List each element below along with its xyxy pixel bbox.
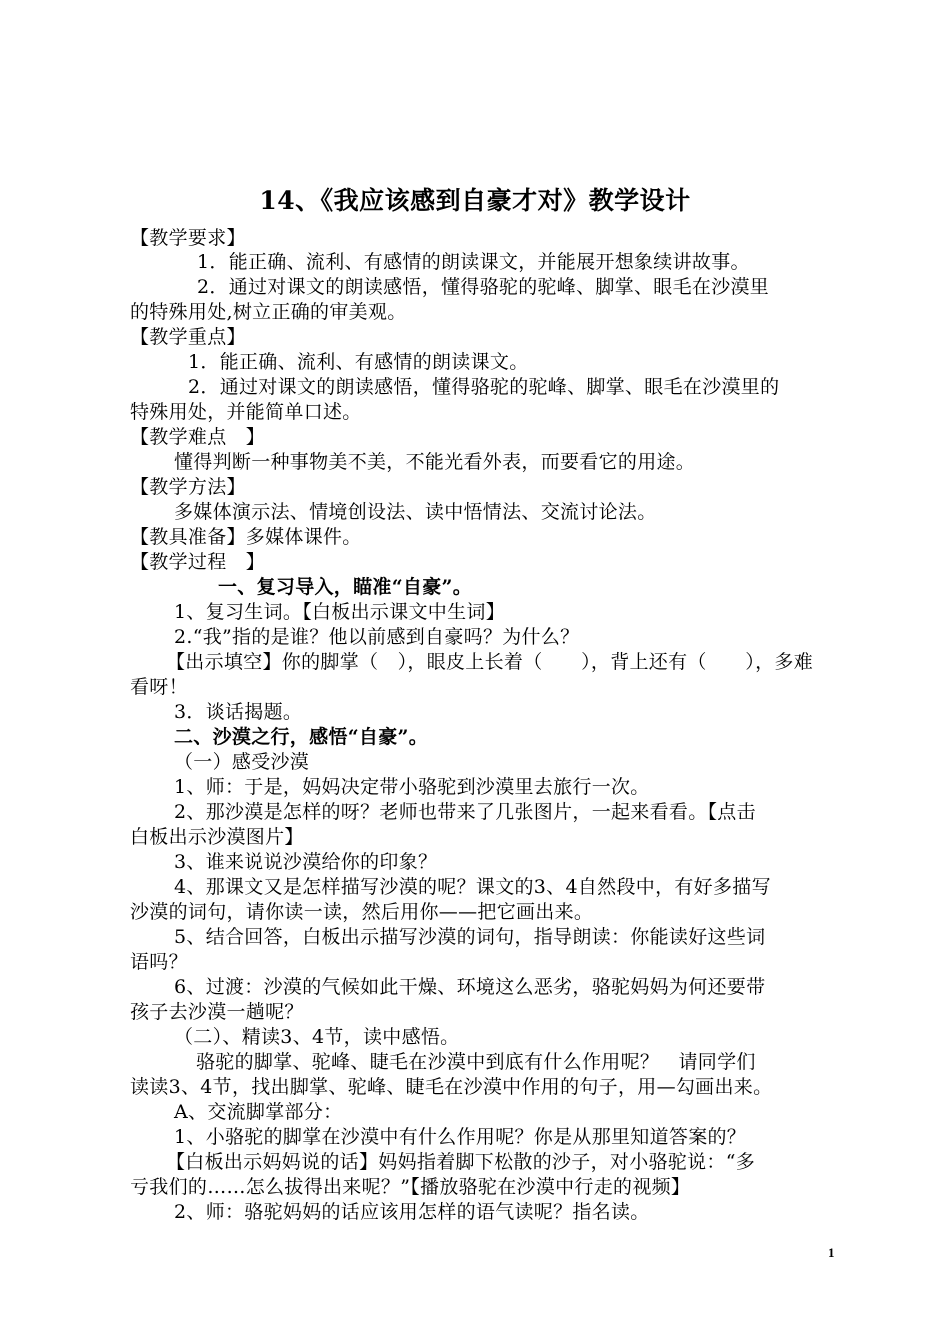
document-title: 14、《我应该感到自豪才对》教学设计	[259, 186, 691, 215]
paragraph-line: 亏我们的……怎么拔得出来呢？”【播放骆驼在沙漠中行走的视频】	[130, 1176, 691, 1198]
paragraph-line: 6、过渡：沙漠的气候如此干燥、环境这么恶劣，骆驼妈妈为何还要带	[174, 976, 766, 998]
paragraph-line: 2.“我”指的是谁？他以前感到自豪吗？为什么？	[174, 626, 580, 648]
section-heading-methods: 【教学方法】	[130, 476, 246, 498]
paragraph-line: 【出示填空】你的脚掌（ ），眼皮上长着（ ），背上还有（ ），多难	[166, 651, 814, 673]
paragraph-line: 2．通过对课文的朗读感悟，懂得骆驼的驼峰、脚掌、眼毛在沙漠里的	[188, 376, 780, 398]
paragraph-line: 【白板出示妈妈说的话】妈妈指着脚下松散的沙子，对小骆驼说：“多	[166, 1151, 756, 1173]
paragraph-line: 白板出示沙漠图片】	[130, 826, 304, 848]
paragraph-line: 沙漠的词句，请你读一读，然后用你——把它画出来。	[130, 901, 594, 923]
section-heading-key-points: 【教学重点】	[130, 326, 246, 348]
paragraph-line: （二）、精读3、4节，读中感悟。	[174, 1026, 460, 1048]
page-number: 1	[828, 1245, 835, 1260]
subsection-heading-review: 一、复习导入，瞄准“自豪”。	[218, 576, 473, 598]
paragraph-line: 骆驼的脚掌、驼峰、睫毛在沙漠中到底有什么作用呢？ 请同学们	[196, 1051, 756, 1073]
paragraph-line: 读读3、4节，找出脚掌、驼峰、睫毛在沙漠中作用的句子，用—勾画出来。	[130, 1076, 773, 1098]
section-heading-difficulties: 【教学难点 】	[130, 426, 266, 448]
paragraph-line: 语吗？	[130, 951, 188, 973]
paragraph-line: A、交流脚掌部分：	[174, 1101, 343, 1123]
paragraph-line: 5、结合回答，白板出示描写沙漠的词句，指导朗读：你能读好这些词	[174, 926, 766, 948]
paragraph-line: 懂得判断一种事物美不美，不能光看外表，而要看它的用途。	[174, 451, 696, 473]
paragraph-line: 1．能正确、流利、有感情的朗读课文，并能展开想象续讲故事。	[197, 251, 750, 273]
paragraph-line: 多媒体演示法、情境创设法、读中悟情法、交流讨论法。	[174, 501, 657, 523]
paragraph-line: 4、那课文又是怎样描写沙漠的呢？课文的3、4自然段中，有好多描写	[174, 876, 771, 898]
section-heading-materials: 【教具准备】多媒体课件。	[130, 526, 362, 548]
paragraph-line: 1、复习生词。【白板出示课文中生词】	[174, 601, 505, 623]
subsection-heading-desert: 二、沙漠之行，感悟“自豪”。	[174, 726, 429, 748]
paragraph-line: 看呀！	[130, 676, 188, 698]
paragraph-line: 的特殊用处,树立正确的审美观。	[130, 301, 407, 323]
paragraph-line: 3、谁来说说沙漠给你的印象？	[174, 851, 438, 873]
section-heading-process: 【教学过程 】	[130, 551, 266, 573]
paragraph-line: 孩子去沙漠一趟呢？	[130, 1001, 304, 1023]
paragraph-line: 1．能正确、流利、有感情的朗读课文。	[188, 351, 529, 373]
paragraph-line: 2．通过对课文的朗读感悟，懂得骆驼的驼峰、脚掌、眼毛在沙漠里	[197, 276, 770, 298]
paragraph-line: 1、小骆驼的脚掌在沙漠中有什么作用呢？你是从那里知道答案的？	[174, 1126, 747, 1148]
paragraph-line: 2、那沙漠是怎样的呀？老师也带来了几张图片，一起来看看。【点击	[174, 801, 756, 823]
paragraph-line: （一）感受沙漠	[174, 751, 310, 773]
paragraph-line: 2、师：骆驼妈妈的话应该用怎样的语气读呢？指名读。	[174, 1201, 650, 1223]
paragraph-line: 3．谈话揭题。	[174, 701, 303, 723]
paragraph-line: 1、师：于是，妈妈决定带小骆驼到沙漠里去旅行一次。	[174, 776, 650, 798]
paragraph-line: 特殊用处，并能简单口述。	[130, 401, 362, 423]
section-heading-requirements: 【教学要求】	[130, 227, 246, 249]
